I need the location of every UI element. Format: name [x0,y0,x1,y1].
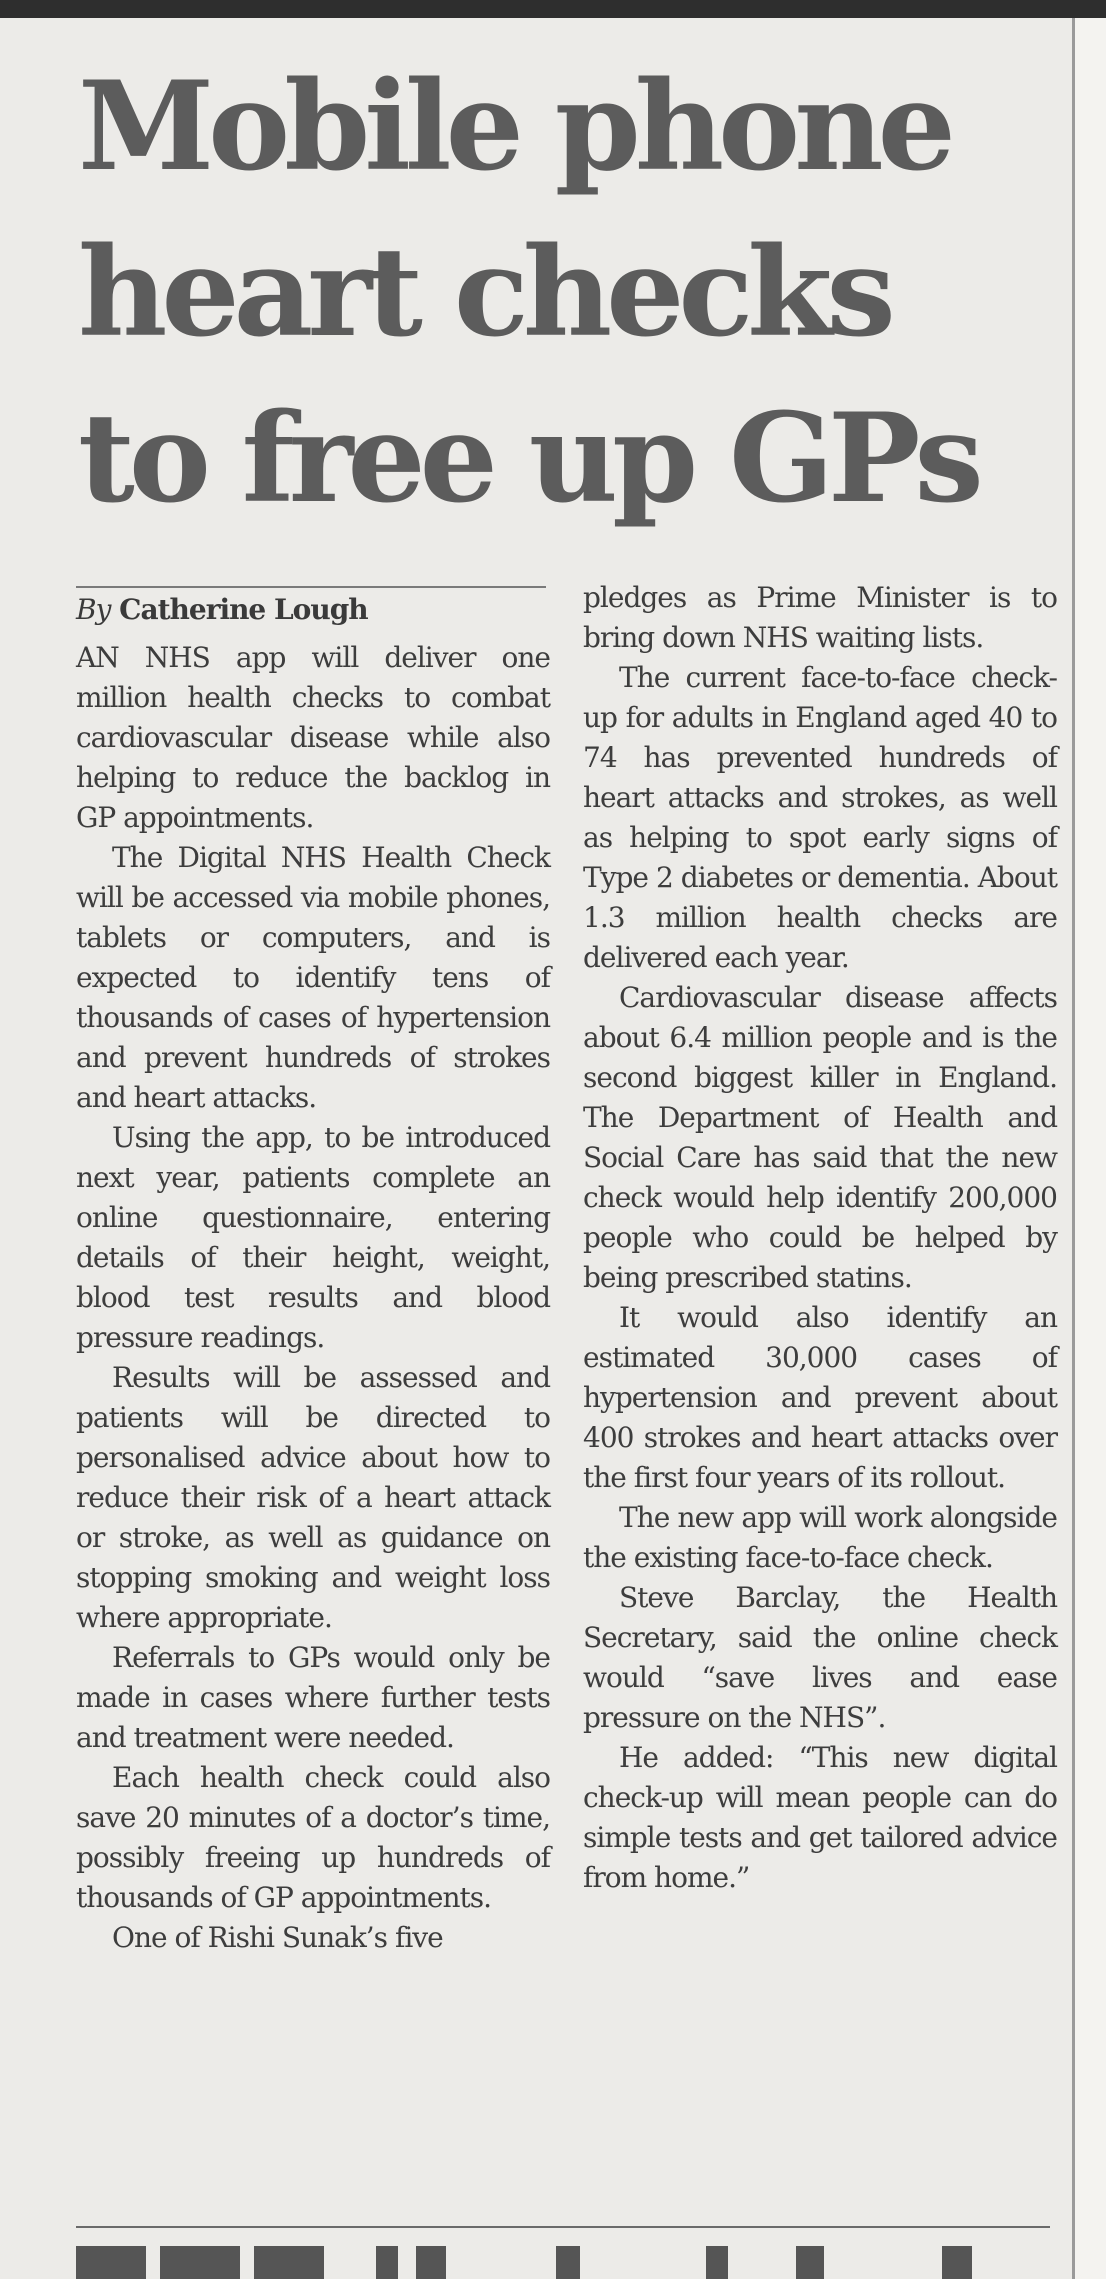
paragraph: Cardiovascular disease affects about 6.4 million people and is the second biggest killer in England. The Department of Health and Social Care has said that the new check would help identify 200,000 people who could be helped by being prescribed statins. [583,981,1057,1294]
paragraph: Results will be assessed and patients will be directed to personalised advice about how to reduce their risk of a heart attack or stroke, as well as guidance on stopping smoking and weight loss where appropriate. [76,1361,550,1634]
byline-author: Catherine Lough [119,593,368,626]
column-divider-rule [1072,18,1075,2279]
glyph-fragment [376,2246,398,2279]
glyph-fragment [76,2246,146,2279]
paragraph: He added: “This new digital check-up will mean people can do simple tests and get tailored advice from home.” [583,1741,1057,1894]
paragraph: Steve Barclay, the Health Secretary, said the online check would “save lives and ease pressure on the NHS”. [583,1581,1057,1734]
paragraph: Each health check could also save 20 minutes of a doctor’s time, possibly freeing up hundreds of thousands of GP appointments. [76,1761,550,1914]
paragraph: The new app will work alongside the existing face-to-face check. [583,1501,1057,1574]
headline-line: heart checks [78,221,890,365]
glyph-fragment [796,2246,824,2279]
glyph-fragment [416,2246,446,2279]
article-end-rule [76,2226,1050,2228]
headline-line: Mobile phone [78,55,950,199]
glyph-fragment [556,2246,580,2279]
headline-line: to free up GPs [78,387,978,531]
cropped-next-headline [76,2236,1056,2279]
page-margin [1075,18,1106,2279]
byline [76,590,550,630]
glyph-fragment [254,2246,324,2279]
article-column-right [583,578,1057,1898]
paragraph: pledges as Prime Minister is to bring down NHS waiting lists. [583,581,1057,654]
paragraph: Referrals to GPs would only be made in cases where further tests and treatment were needed. [76,1641,550,1754]
byline-rule [76,586,546,588]
scan-top-edge [0,0,1106,18]
paragraph: It would also identify an estimated 30,000 cases of hypertension and prevent about 400 strokes and heart attacks over the first four years of its rollout. [583,1301,1057,1494]
glyph-fragment [160,2246,240,2279]
byline-prefix: By [76,593,111,626]
glyph-fragment [942,2246,972,2279]
glyph-fragment [706,2246,728,2279]
paragraph: One of Rishi Sunak’s five [112,1921,443,1954]
article-headline [78,44,1058,542]
article-column-left [76,590,550,1958]
paragraph: Using the app, to be introduced next year, patients complete an online questionnaire, entering details of their height, weight, blood test results and blood pressure readings. [76,1121,550,1354]
paragraph: AN NHS app will deliver one million health checks to combat cardiovascular disease while also helping to reduce the backlog in GP appointments. [76,641,550,834]
paragraph: The Digital NHS Health Check will be accessed via mobile phones, tablets or computers, and is expected to identify tens of thousands of cases of hypertension and prevent hundreds of strokes and heart attacks. [76,841,550,1114]
paragraph: The current face-to-face check-up for adults in England aged 40 to 74 has prevented hundreds of heart attacks and strokes, as well as helping to spot early signs of Type 2 diabetes or dementia. About 1.3 million health checks are delivered each year. [583,661,1057,974]
